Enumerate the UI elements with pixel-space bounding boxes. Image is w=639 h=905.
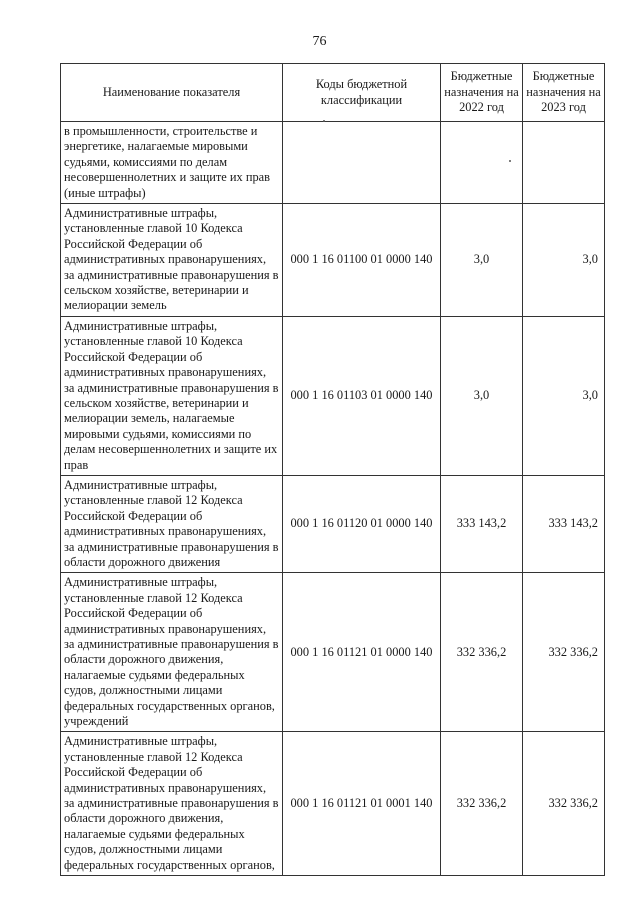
indicator-name-cell: Административные штрафы, установленные главой 10 Кодекса Российской Федерации об административных правонарушениях, за административные правонарушения в сельском хозяйстве, ветеринарии и мелиорации земель, налагаемые мировыми судьями, комиссиями по делам несовершеннолетних и защите их прав [61, 316, 283, 475]
budget-2023-cell: 332 336,2 [523, 732, 605, 876]
indicator-name-cell: Административные штрафы, установленные главой 12 Кодекса Российской Федерации об административных правонарушениях, за административные правонарушения в области дорожного движения, налагаемые судьями федеральных судов, должностными лицами федеральных государственных органов, [61, 732, 283, 876]
budget-table [60, 63, 605, 876]
budget-2022-cell: 3,0 [441, 204, 523, 317]
budget-code-cell: 000 1 16 01103 01 0000 140 [283, 316, 441, 475]
scan-speck [509, 160, 511, 162]
indicator-name-cell: Административные штрафы, установленные главой 12 Кодекса Российской Федерации об административных правонарушениях, за административные правонарушения в области дорожного движения [61, 475, 283, 572]
table-row [61, 204, 605, 317]
budget-2022-cell: 332 336,2 [441, 573, 523, 732]
budget-2023-cell: 3,0 [523, 316, 605, 475]
budget-2022-cell: 3,0 [441, 316, 523, 475]
header-budget-codes: Коды бюджетной классификации [283, 64, 441, 122]
table-row [61, 316, 605, 475]
budget-code-cell: 000 1 16 01121 01 0000 140 [283, 573, 441, 732]
table-row [61, 122, 605, 204]
budget-2022-cell: 332 336,2 [441, 732, 523, 876]
budget-2022-cell [441, 122, 523, 204]
header-budget-2023: Бюджетные назначения на 2023 год [523, 64, 605, 122]
scan-speck [323, 120, 325, 122]
budget-2023-cell [523, 122, 605, 204]
budget-2023-cell: 332 336,2 [523, 573, 605, 732]
indicator-name-cell: в промышленности, строительстве и энергетике, налагаемые мировыми судьями, комиссиями по делам несовершеннолетних и защите их прав (иные штрафы) [61, 122, 283, 204]
indicator-name-cell: Административные штрафы, установленные главой 10 Кодекса Российской Федерации об административных правонарушениях, за административные правонарушения в сельском хозяйстве, ветеринарии и мелиорации земель [61, 204, 283, 317]
page-number: 76 [312, 34, 327, 49]
table-row [61, 573, 605, 732]
header-budget-2022: Бюджетные назначения на 2022 год [441, 64, 523, 122]
budget-code-cell: 000 1 16 01121 01 0001 140 [283, 732, 441, 876]
indicator-name-cell: Административные штрафы, установленные главой 12 Кодекса Российской Федерации об административных правонарушениях, за административные правонарушения в области дорожного движения, налагаемые судьями федеральных судов, должностными лицами федеральных государственных органов, учреждений [61, 573, 283, 732]
budget-code-cell: 000 1 16 01120 01 0000 140 [283, 475, 441, 572]
budget-code-cell: 000 1 16 01100 01 0000 140 [283, 204, 441, 317]
budget-code-cell [283, 122, 441, 204]
table-row [61, 732, 605, 876]
budget-2023-cell: 333 143,2 [523, 475, 605, 572]
budget-2023-cell: 3,0 [523, 204, 605, 317]
header-indicator-name: Наименование показателя [61, 64, 283, 122]
table-header-row [61, 64, 605, 122]
budget-2022-cell: 333 143,2 [441, 475, 523, 572]
table-row [61, 475, 605, 572]
